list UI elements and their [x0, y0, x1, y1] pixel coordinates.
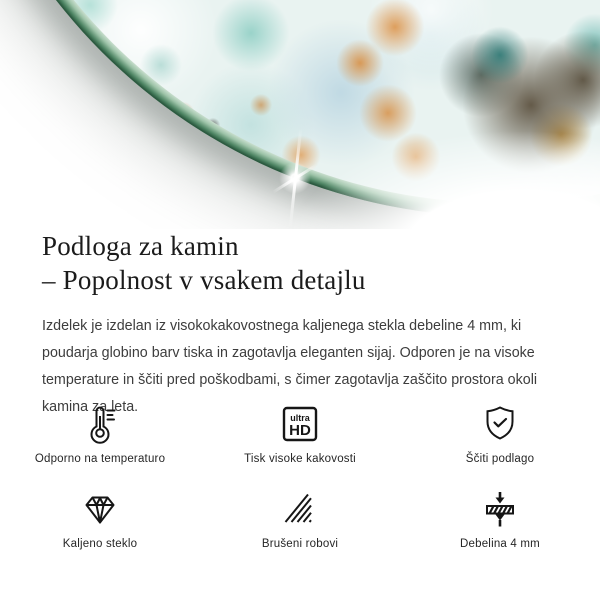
thickness-icon [480, 487, 520, 531]
beveled-edge-icon [280, 487, 320, 531]
feature-label: Kaljeno steklo [62, 538, 138, 550]
page-title-line2: – Popolnost v vsakem detajlu [42, 265, 366, 295]
page-title [42, 229, 562, 297]
feature-label: Tisk visoke kakovosti [244, 453, 356, 465]
product-description: Izdelek je izdelan iz visokokakovostnega kaljenega stekla debeline 4 mm, ki poudarja globino barv tiska in zagotavlja eleganten sijaj. Odporen je na visoke temperature in ščiti pred poškodbami, s čimer zagotavlja zaščito prostora okoli kamina za leta. [42, 318, 538, 415]
feature-tempered-glass [0, 487, 200, 550]
thermometer-icon [80, 402, 120, 446]
ultra-hd-text-top: ultra [290, 413, 310, 423]
ultra-hd-icon [280, 402, 320, 446]
feature-label: Ščiti podlago [465, 453, 535, 465]
ultra-hd-text-bottom: HD [289, 422, 311, 439]
feature-temperature [0, 402, 200, 465]
page-title-line1: Podloga za kamin [42, 231, 239, 261]
feature-beveled-edges [200, 487, 400, 550]
feature-label: Odporno na temperaturo [34, 453, 166, 465]
feature-grid [0, 402, 600, 550]
feature-thickness [400, 487, 600, 550]
diamond-icon [80, 487, 120, 531]
shield-check-icon [480, 402, 520, 446]
feature-label: Debelina 4 mm [460, 538, 540, 550]
feature-protects [400, 402, 600, 465]
product-photo [0, 0, 600, 229]
feature-print-quality [200, 402, 400, 465]
feature-label: Brušeni robovi [261, 538, 339, 550]
